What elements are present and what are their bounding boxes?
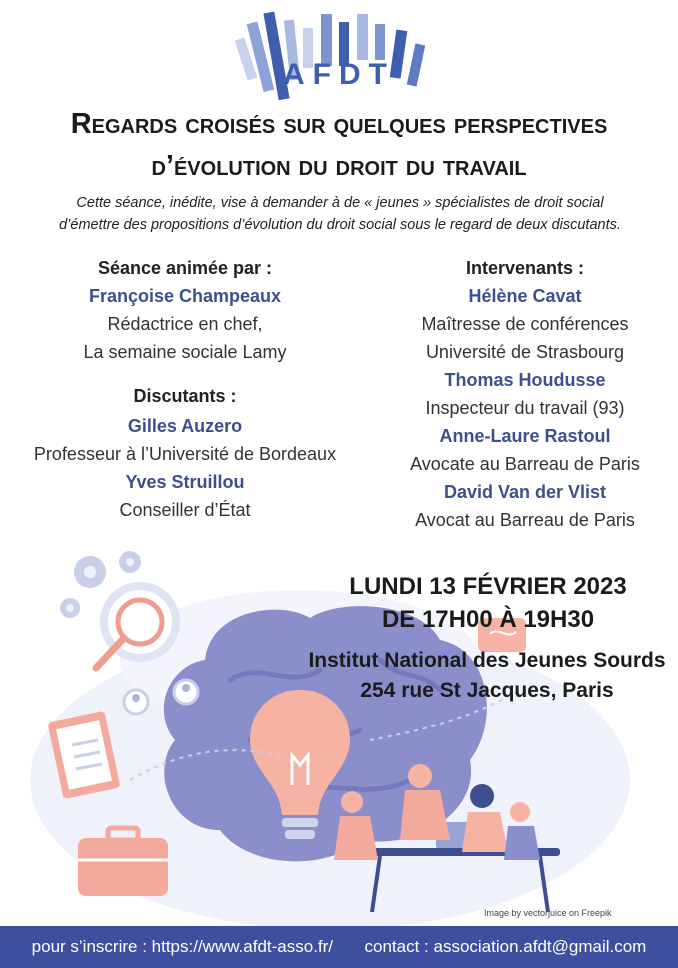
moderator-role-2: La semaine sociale Lamy bbox=[83, 342, 287, 362]
moderator-name: Françoise Champeaux bbox=[88, 286, 282, 306]
discussant-role: Conseiller d’État bbox=[119, 500, 251, 520]
event-address: 254 rue St Jacques, Paris bbox=[360, 679, 614, 702]
image-credit: Image by vectorjuice on Freepik bbox=[484, 908, 612, 918]
speaker-role: Avocat au Barreau de Paris bbox=[415, 510, 635, 530]
discussant-role: Professeur à l’Université de Bordeaux bbox=[33, 444, 337, 464]
title-line-2: d’évolution du droit du travail bbox=[151, 150, 527, 182]
speaker-role: Inspecteur du travail (93) bbox=[425, 398, 625, 418]
contact-email[interactable]: contact : association.afdt@gmail.com bbox=[364, 937, 647, 956]
intro-text bbox=[20, 192, 660, 236]
event-time: DE 17H00 À 19H30 bbox=[381, 606, 595, 633]
speaker-name: Hélène Cavat bbox=[468, 286, 582, 306]
footer-bar bbox=[0, 926, 678, 968]
discussant-name: Gilles Auzero bbox=[127, 416, 243, 436]
event-datetime bbox=[318, 570, 658, 636]
intro-line-1: Cette séance, inédite, vise à demander à de « jeunes » spécialistes de droit social bbox=[76, 195, 604, 211]
discussant-name: Yves Struillou bbox=[125, 472, 245, 492]
event-date: LUNDI 13 FÉVRIER 2023 bbox=[349, 573, 627, 600]
register-link[interactable]: pour s’inscrire : https://www.afdt-asso.fr/ bbox=[31, 937, 334, 956]
speaker-name: Anne-Laure Rastoul bbox=[439, 426, 611, 446]
speaker-name: David Van der Vlist bbox=[443, 482, 607, 502]
title-line-1: Regards croisés sur quelques perspectives bbox=[70, 108, 608, 140]
speaker-role: Avocate au Barreau de Paris bbox=[410, 454, 640, 474]
speaker-role: Maîtresse de conférences bbox=[421, 314, 629, 334]
logo-text: AFDT bbox=[283, 58, 395, 91]
briefcase-icon bbox=[78, 828, 168, 896]
discussants-block bbox=[0, 382, 370, 524]
speaker-role: Université de Strasbourg bbox=[425, 342, 625, 362]
speakers-block bbox=[370, 254, 678, 534]
event-venue: Institut National des Jeunes Sourds bbox=[308, 649, 666, 672]
intro-line-2: d’émettre des propositions d’évolution du droit social sous le regard de deux discutants. bbox=[59, 217, 621, 233]
moderator-heading: Séance animée par : bbox=[97, 258, 273, 278]
moderator-role-1: Rédactrice en chef, bbox=[107, 314, 263, 334]
speakers-heading: Intervenants : bbox=[465, 258, 585, 278]
discussants-heading: Discutants : bbox=[133, 386, 237, 406]
moderator-block bbox=[0, 254, 370, 366]
speaker-name: Thomas Houdusse bbox=[444, 370, 606, 390]
event-location bbox=[296, 646, 678, 706]
